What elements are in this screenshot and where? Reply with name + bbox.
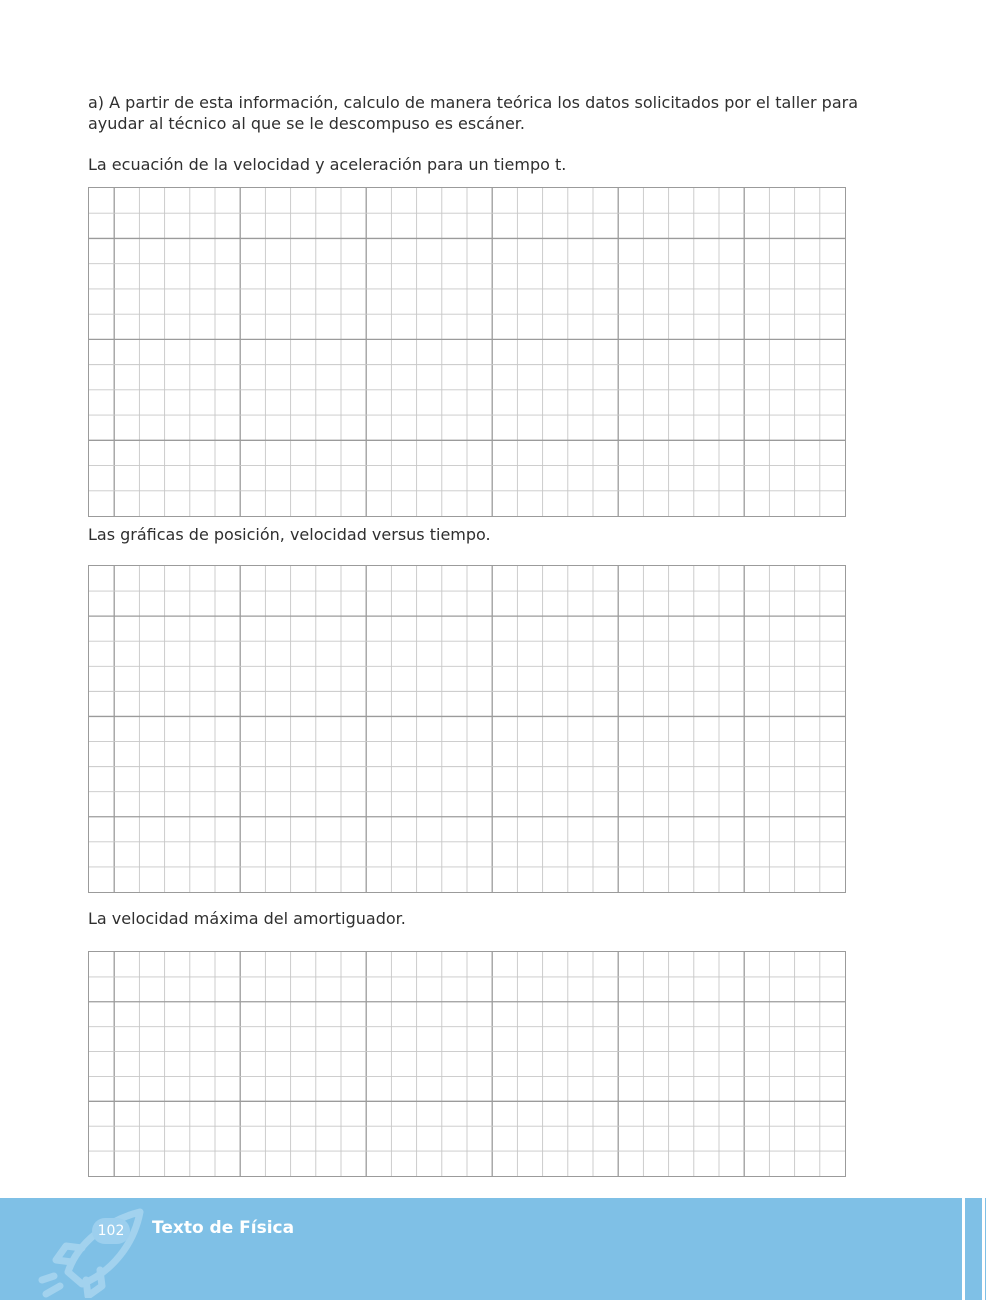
- question-velocity-acceleration: La ecuación de la velocidad y aceleración para un tiempo t.: [88, 155, 567, 174]
- answer-grid-2[interactable]: [88, 565, 846, 893]
- edge-stripe: [962, 1198, 965, 1300]
- edge-stripe: [982, 1198, 985, 1300]
- instruction-text: a) A partir de esta información, calculo de manera teórica los datos solicitados por el taller para ayudar al técnico al que se le descompuso es escáner.: [88, 93, 859, 133]
- page-number: 102: [92, 1218, 130, 1244]
- question-graphs: Las gráficas de posición, velocidad versus tiempo.: [88, 525, 491, 544]
- question-max-velocity: La velocidad máxima del amortiguador.: [88, 909, 406, 928]
- rocket-icon: [38, 1202, 158, 1298]
- page-footer: [0, 1198, 986, 1300]
- book-title: Texto de Física: [152, 1218, 295, 1238]
- answer-grid-3[interactable]: [88, 951, 846, 1177]
- answer-grid-1[interactable]: [88, 187, 846, 517]
